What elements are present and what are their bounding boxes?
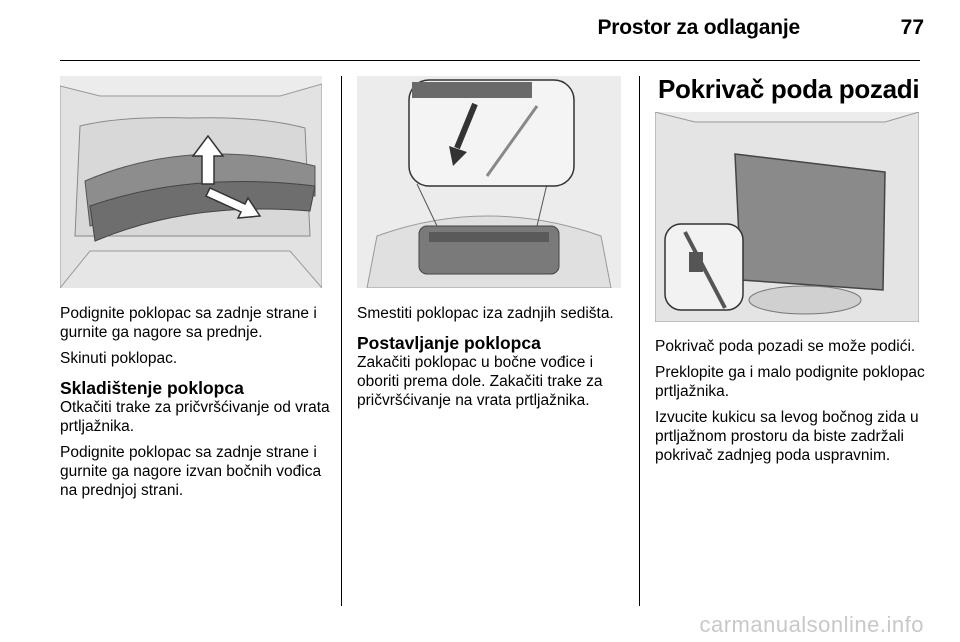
paragraph: Preklopite ga i malo podignite poklopac prtljažnika. [655,364,925,400]
paragraph: Zakačiti poklopac u bočne vođice i oboriti prema dole. Zakačiti trake za pričvršćivanje na vrata prtljažnika. [357,354,603,409]
watermark: carmanualsonline.info [699,612,924,637]
paragraph: Skinuti poklopac. [60,350,178,367]
section-title: Pokrivač poda pozadi [658,74,920,104]
illustration-cover-behind-seats [357,76,621,288]
subheading: Skladištenje poklopca [60,378,244,398]
subheading: Postavljanje poklopca [357,333,541,353]
paragraph: Podignite poklopac sa zadnje strane i gurnite ga nagore izvan bočnih vođica na prednjoj strani. [60,444,322,499]
paragraph: Izvucite kukicu sa levog bočnog zida u prtljažnom prostoru da biste zadržali pokrivač zadnjeg poda uspravnim. [655,409,919,464]
paragraph: Podignite poklopac sa zadnje strane i gurnite ga nagore sa prednje. [60,305,317,341]
column-3-text [655,337,929,472]
page-number: 77 [900,16,924,39]
header-divider [60,60,920,61]
column-divider-left [341,76,342,606]
illustration-remove-cover [60,76,322,288]
column-1-text [60,304,332,507]
paragraph: Pokrivač poda pozadi se može podići. [655,338,916,355]
paragraph: Smestiti poklopac iza zadnjih sedišta. [357,305,614,322]
illustration-floor-cover [655,112,919,322]
page-header-title: Prostor za odlaganje [597,16,800,39]
column-2-text [357,304,629,417]
paragraph: Otkačiti trake za pričvršćivanje od vrata prtljažnika. [60,399,330,435]
column-divider-right [639,76,640,606]
